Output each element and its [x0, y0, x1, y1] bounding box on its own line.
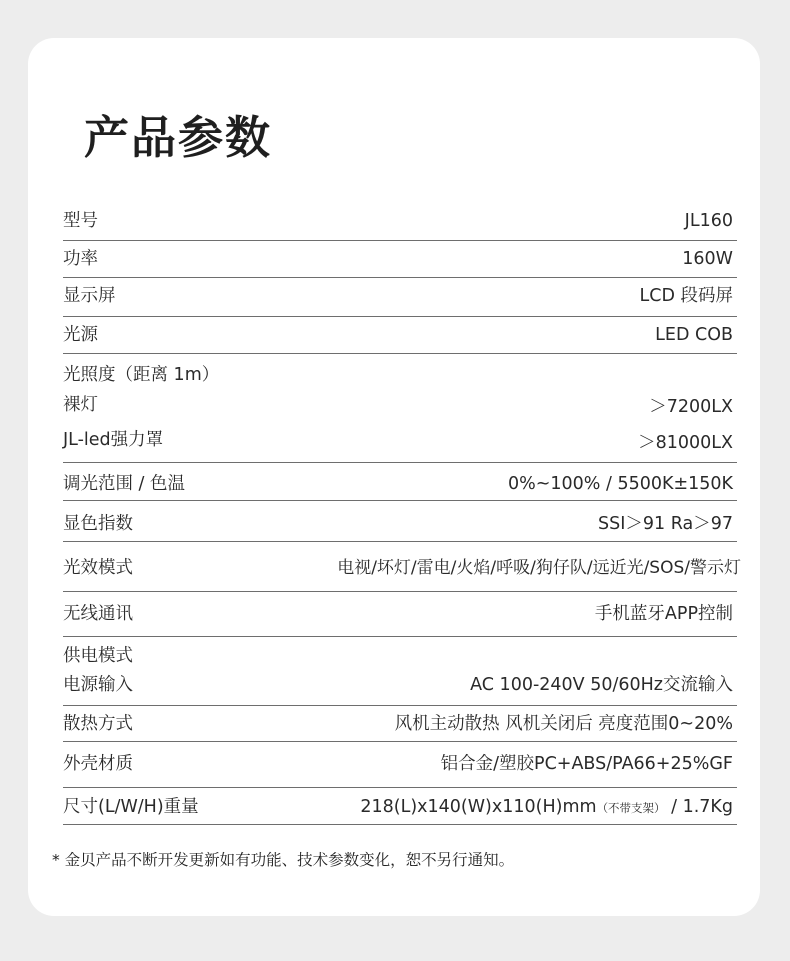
spec-value: ＞7200LX	[649, 397, 733, 417]
spec-label: JL-led强力罩	[63, 430, 164, 450]
spec-value: 手机蓝牙APP控制	[594, 604, 733, 624]
spec-value: ＞81000LX	[638, 433, 733, 453]
spec-label: 尺寸(L/W/H)重量	[63, 797, 199, 817]
spec-label: 无线通讯	[63, 604, 133, 624]
dimensions-note: （不带支架）	[596, 801, 666, 815]
spec-row-divider	[63, 201, 737, 241]
page-title: 产品参数	[84, 111, 273, 164]
spec-label: 外壳材质	[63, 754, 133, 774]
spec-label: 供电模式	[63, 646, 133, 666]
spec-label: 电源输入	[63, 675, 133, 695]
spec-value: SSI＞91 Ra＞97	[598, 514, 733, 534]
spec-value: 风机主动散热 风机关闭后 亮度范围0~20%	[394, 714, 733, 734]
spec-row-divider	[63, 278, 737, 317]
spec-value: AC 100-240V 50/60Hz交流输入	[470, 675, 733, 695]
spec-value: 0%~100% / 5500K±150K	[507, 474, 733, 494]
spec-row-divider	[63, 241, 737, 278]
spec-label: 功率	[63, 249, 98, 269]
spec-label: 裸灯	[63, 395, 98, 415]
spec-card	[28, 38, 760, 916]
spec-value: LED COB	[655, 325, 733, 345]
spec-label: 显色指数	[63, 514, 133, 534]
spec-value: 160W	[682, 249, 733, 269]
spec-label: 调光范围 / 色温	[63, 474, 186, 494]
spec-value: LCD 段码屏	[639, 286, 733, 306]
spec-row-divider	[63, 317, 737, 354]
spec-label: 型号	[63, 211, 98, 231]
spec-value: 铝合金/塑胶PC+ABS/PA66+25%GF	[440, 754, 733, 774]
spec-label: 光源	[63, 325, 98, 345]
spec-label: 光效模式	[63, 558, 133, 578]
footnote: * 金贝产品不断开发更新如有功能、技术参数变化，恕不另行通知。	[52, 851, 515, 869]
spec-value: 电视/坏灯/雷电/火焰/呼吸/狗仔队/远近光/SOS/警示灯	[337, 558, 741, 578]
dimensions-value: 218(L)x140(W)x110(H)mm	[360, 797, 597, 817]
spec-label: 光照度（距离 1m）	[63, 365, 220, 385]
spec-value: JL160	[684, 211, 733, 231]
weight-value: / 1.7Kg	[665, 797, 733, 817]
spec-label: 散热方式	[63, 714, 133, 734]
spec-label: 显示屏	[63, 286, 116, 306]
spec-value	[360, 795, 733, 820]
